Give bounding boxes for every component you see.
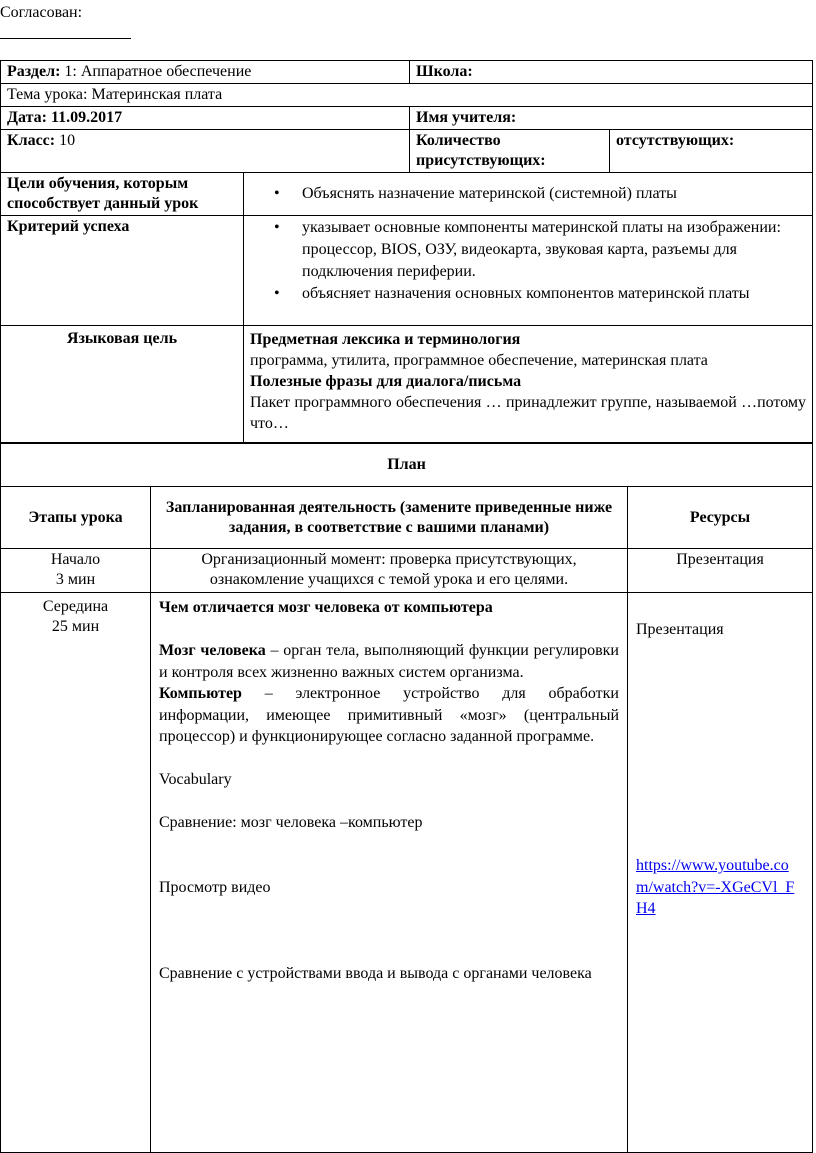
goals-row [1, 173, 813, 216]
lesson-info-table [0, 60, 813, 444]
class-value: 10 [59, 132, 76, 149]
activity-cell: Организационный момент: проверка присутствующих, ознакомление учащихся с темой урока и его целями. [151, 549, 628, 593]
approved-label: Согласован: [0, 4, 83, 21]
stage-duration: 25 мин [51, 618, 100, 635]
resource-cell: Презентация [628, 549, 813, 593]
goals-cell [244, 173, 813, 216]
col-activity-label: Запланированная деятельность (замените приведенные ниже задания, в соответствие с вашими планами) [165, 498, 613, 536]
criteria-label: Критерий успеха [7, 218, 130, 235]
section-label: Раздел: [7, 63, 61, 80]
goal-item: • Объяснять назначение материнской (системной) платы [302, 183, 806, 205]
date-row [1, 107, 813, 130]
plan-header-row [1, 487, 813, 549]
vocab-text: программа, утилита, программное обеспечение, материнская плата [250, 352, 708, 369]
computer-term: Компьютер [159, 685, 242, 702]
section-value: 1: Аппаратное обеспечение [64, 63, 252, 80]
teacher-label: Имя учителя: [416, 109, 517, 126]
brain-def: – орган тела, выполняющий функции регулировки и контроля всех жизненно важных систем организма. [159, 642, 619, 681]
plan-title: План [1, 443, 813, 487]
date-label: Дата: 11.09.2017 [7, 109, 123, 126]
table-row [1, 593, 813, 1153]
criteria-cell [244, 216, 813, 326]
goals-label: Цели обучения, которым способствует данный урок [7, 175, 199, 212]
stage-cell [1, 549, 151, 593]
absent-label: отсутствующих: [616, 132, 735, 149]
brain-definition [159, 640, 619, 683]
goals-list [250, 183, 806, 205]
criteria-item: • указывает основные компоненты материнской платы на изображении: процессор, BIOS, ОЗУ, видеокарта, звуковая карта, разъемы для подключения периферии. [302, 217, 806, 283]
stage-duration: 3 мин [55, 571, 96, 588]
comparison-text: Сравнение: мозг человека –компьютер [159, 814, 423, 831]
signature-line [0, 38, 131, 39]
io-comparison-text: Сравнение с устройствами ввода и вывода с органами человека [159, 964, 592, 982]
topic-value: Материнская плата [91, 86, 223, 103]
class-row [1, 130, 813, 173]
stage-name: Середина [42, 598, 109, 615]
language-cell [244, 326, 813, 444]
video-text: Просмотр видео [159, 878, 271, 896]
school-cell [410, 61, 813, 84]
class-cell [1, 130, 410, 173]
present-label: Количество присутствующих: [416, 132, 546, 169]
col-stages [1, 487, 151, 549]
resource-presentation: Презентация [636, 620, 724, 638]
criteria-list [250, 217, 806, 305]
topic-row [1, 84, 813, 107]
goals-label-cell [1, 173, 244, 216]
phrases-heading: Полезные фразы для диалога/письма [250, 373, 522, 390]
phrases-text: Пакет программного обеспечения … принадлежит группе, называемой …потому что… [250, 394, 807, 432]
computer-def: – электронное устройство для обработки информации, имеющее примитивный «мозг» (центральный процессор) и функционирующее согласно заданной программе. [159, 685, 619, 745]
stage-cell [1, 593, 151, 1153]
topic-cell [1, 84, 813, 107]
absent-cell [610, 130, 813, 173]
language-label-cell [1, 326, 244, 444]
stage-name: Начало [50, 551, 101, 568]
resource-cell [628, 593, 813, 1153]
section-row [1, 61, 813, 84]
video-link[interactable]: https://www.youtube.com/watch?v=-XGeCVl_FH4 [636, 857, 795, 917]
col-resources [628, 487, 813, 549]
present-cell [410, 130, 610, 173]
language-label: Языковая цель [66, 330, 178, 347]
table-row [1, 549, 813, 593]
section-cell [1, 61, 410, 84]
vocab-heading: Предметная лексика и терминология [250, 331, 521, 348]
class-label: Класс: [7, 132, 56, 149]
col-stages-label: Этапы урока [28, 508, 123, 526]
school-label: Школа: [416, 63, 473, 80]
date-cell [1, 107, 410, 130]
language-row [1, 326, 813, 444]
col-activity [151, 487, 628, 549]
vocabulary-text: Vocabulary [159, 771, 232, 788]
topic-label: Тема урока: [7, 86, 88, 103]
computer-definition [159, 683, 619, 748]
middle-heading: Чем отличается мозг человека от компьютера [159, 599, 493, 616]
teacher-cell [410, 107, 813, 130]
plan-table [0, 442, 813, 1153]
criteria-label-cell [1, 216, 244, 326]
plan-title-row [1, 443, 813, 487]
brain-term: Мозг человека [159, 642, 266, 659]
criteria-row [1, 216, 813, 326]
activity-cell [151, 593, 628, 1153]
col-resources-label: Ресурсы [689, 508, 751, 526]
criteria-item: • объясняет назначения основных компонентов материнской платы [302, 283, 806, 305]
